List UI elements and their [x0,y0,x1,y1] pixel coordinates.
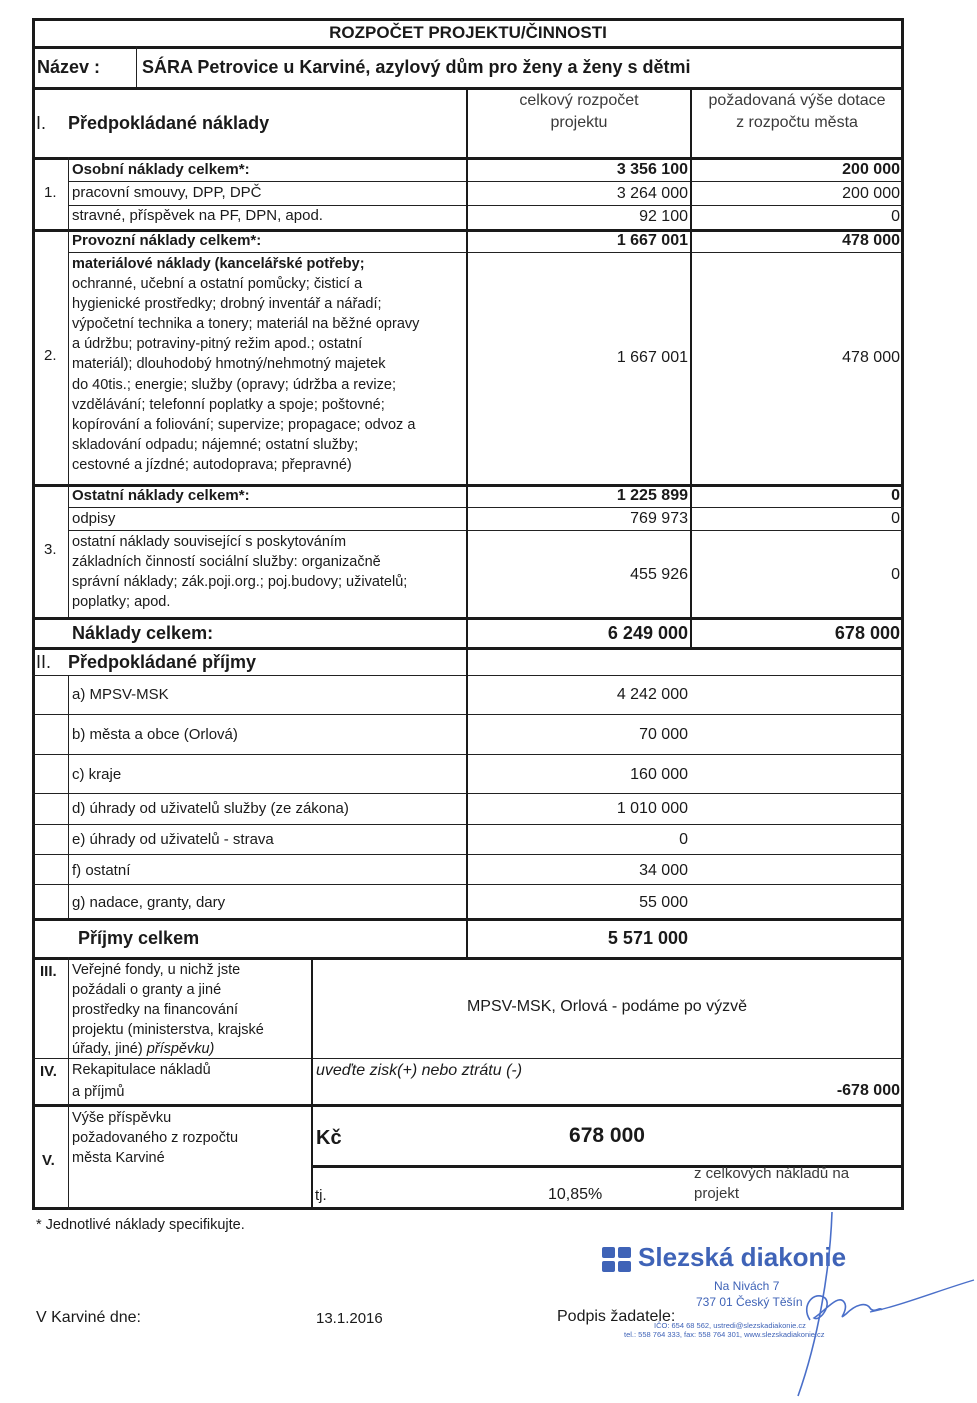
row-total: 1 667 001 [616,232,688,249]
row-total: 1 225 899 [616,487,688,504]
description-line: materiál); dlouhodobý hmotný/nehmotný majetek [72,356,386,373]
divider [32,918,904,921]
description-line: hygienické prostředky; drobný inventář a nářadí; [72,296,382,313]
public-funds-value: MPSV-MSK, Orlová - podáme po výzvě [466,998,748,1015]
contribution-percent: 10,85% [548,1186,603,1203]
section-title: Předpokládané příjmy [68,652,257,672]
divider [68,252,904,253]
description-line: a údržbu; potraviny-pitný režim apod.; ostatní [72,336,363,353]
divider [32,1104,904,1107]
diakonie-logo-icon [600,1245,634,1275]
divider [68,507,904,508]
divider [68,181,904,182]
row-total: 1 667 001 [616,349,688,366]
profit-loss-hint: uveďte zisk(+) nebo ztrátu (-) [316,1062,523,1079]
divider [690,87,692,647]
group-number: 3. [44,541,57,558]
income-label: c) kraje [72,766,122,783]
description-line: skladování odpadu; nájemné; ostatní služby; [72,436,359,453]
divider [32,884,904,885]
section-number: II. [36,652,52,672]
description-line: kopírování a foliování; supervize; propagace; odvoz a [72,416,416,433]
percent-note-line: projekt [694,1185,740,1202]
row-total: 92 100 [639,208,688,225]
name-label: Název : [37,57,101,77]
row-city: 0 [891,566,900,583]
section-number: III. [40,963,57,980]
income-value: 55 000 [639,894,688,911]
divider [32,87,904,90]
divider [32,793,904,794]
funds-label-line: Veřejné fondy, u nichž jste [72,962,241,978]
row-city: 478 000 [842,232,900,249]
stamp-contact: IČO: 654 68 562, ustredi@slezskadiakonie.cz [654,1321,806,1330]
section-number: IV. [40,1063,57,1080]
divider [311,957,313,1210]
operating-costs-description [72,254,464,475]
row-label: pracovní smouvy, DPP, DPČ [72,184,262,201]
row-label: odpisy [72,510,116,527]
description-line: základních činností sociální služby: organizačně [72,554,381,570]
income-value: 34 000 [639,862,688,879]
income-value: 160 000 [630,766,688,783]
tj-label: tj. [315,1187,327,1204]
costs-total-label: Náklady celkem: [72,623,214,643]
row-city: 478 000 [842,349,900,366]
document-title: ROZPOČET PROJEKTU/ČINNOSTI [329,23,607,42]
row-total: 3 264 000 [616,185,688,202]
description-line: materiálové náklady (kancelářské potřeby; [72,256,365,272]
row-city: 200 000 [842,161,900,178]
income-label: d) úhrady od uživatelů služby (ze zákona) [72,800,349,817]
divider [32,647,904,650]
signature-label: Podpis žadatele: [557,1308,676,1325]
group-number: 2. [44,347,57,364]
column-header-total: projektu [550,114,608,131]
row-city: 0 [891,208,900,225]
contribution-amount: 678 000 [569,1124,645,1147]
income-total-value: 5 571 000 [607,928,688,948]
column-header-city: požadovaná výše dotace [708,92,886,109]
stamp-contact: tel.: 558 764 333, fax: 558 764 301, www.slezskadiakonie.cz [624,1330,825,1339]
divider [68,530,904,531]
costs-total-value: 6 249 000 [607,623,688,643]
footnote: * Jednotlivé náklady specifikujte. [36,1217,245,1233]
contribution-label-line: Výše příspěvku [72,1110,172,1126]
income-label: b) města a obce (Orlová) [72,726,238,743]
row-city: 0 [891,487,900,504]
description-line: vzdělávání; telefonní poplatky a spoje; poštovné; [72,396,385,413]
project-name: SÁRA Petrovice u Karviné, azylový dům pro ženy a ženy s dětmi [142,57,691,77]
row-label: stravné, příspěvek na PF, DPN, apod. [72,207,323,224]
description-line: správní náklady; zák.poji.org.; poj.budovy; uživatelů; [72,574,408,590]
column-header-city: z rozpočtu města [736,114,858,131]
row-label: Osobní náklady celkem*: [72,161,250,178]
recap-label-line: a příjmů [72,1084,125,1100]
divider [32,754,904,755]
description-line: ochranné, učební a ostatní pomůcky; čisticí a [72,276,363,293]
income-label: a) MPSV-MSK [72,686,169,703]
description-line: výpočetní technika a tonery; materiál na běžné opravy [72,316,420,333]
contribution-label-line: města Karviné [72,1150,165,1166]
costs-total-city: 678 000 [834,623,900,643]
divider [466,87,468,957]
stamp-organization-name: Slezská diakonie [638,1242,847,1272]
recap-label-line: Rekapitulace nákladů [72,1062,211,1078]
row-total: 769 973 [630,510,688,527]
row-label: Provozní náklady celkem*: [72,232,262,249]
divider [32,824,904,825]
divider [32,675,904,676]
handwritten-signature [770,1210,975,1400]
row-city: 0 [891,510,900,527]
income-total-label: Příjmy celkem [78,928,200,948]
divider [68,157,69,617]
funds-label-line: úřady, jiné) příspěvku) [72,1041,215,1057]
funds-label-line: projektu (ministerstva, krajské [72,1022,264,1038]
currency-label: Kč [316,1127,342,1149]
percent-note-line: z celkových nákladů na [694,1165,850,1182]
divider [68,675,69,918]
divider [32,854,904,855]
row-label: Ostatní náklady celkem*: [72,487,250,504]
place-label: V Karviné dne: [36,1309,141,1326]
divider [68,957,69,1210]
description-line: do 40tis.; energie; služby (opravy; údržba a revize; [72,376,396,393]
contribution-label-line: požadovaného z rozpočtu [72,1130,239,1146]
funds-label-line: prostředky na financování [72,1002,239,1018]
stamp-address: 737 01 Český Těšín [696,1295,803,1309]
section-number: I. [36,113,47,133]
row-total: 455 926 [630,566,688,583]
income-value: 0 [679,831,688,848]
divider [32,46,904,49]
income-label: g) nadace, granty, dary [72,894,226,911]
column-header-total: celkový rozpočet [519,92,639,109]
divider [136,46,137,87]
row-total: 3 356 100 [616,161,688,178]
funds-label-line: požádali o granty a jiné [72,982,222,998]
income-value: 1 010 000 [616,800,688,817]
stamp-address: Na Nivách 7 [714,1279,780,1293]
divider [32,714,904,715]
divider [32,617,904,620]
description-line: ostatní náklady související s poskytováním [72,534,347,550]
section-title: Předpokládané náklady [68,113,270,133]
description-line: poplatky; apod. [72,594,171,610]
income-value: 70 000 [639,726,688,743]
section-number: V. [42,1152,55,1169]
description-line: cestovné a jízdné; autodoprava; přepravné) [72,456,352,473]
row-city: 200 000 [842,185,900,202]
income-value: 4 242 000 [616,686,688,703]
income-label: f) ostatní [72,862,131,879]
group-number: 1. [44,184,57,201]
profit-loss-value: -678 000 [836,1082,900,1099]
income-label: e) úhrady od uživatelů - strava [72,831,274,848]
date-value: 13.1.2016 [316,1310,383,1327]
